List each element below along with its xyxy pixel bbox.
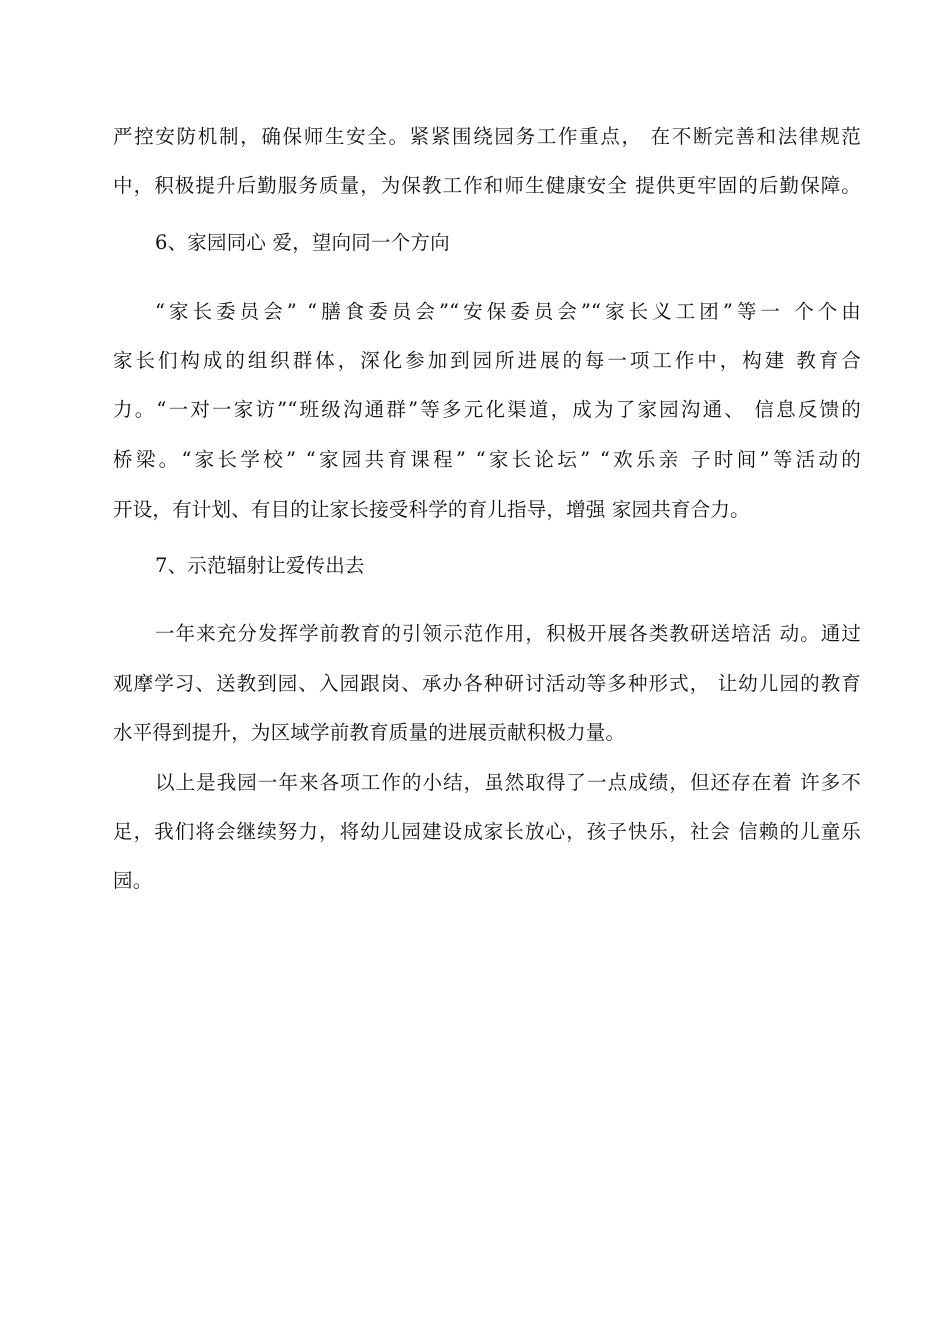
text-line: 开设，有计划、有目的让家长接受科学的育儿指导，增强 家园共育合力。: [113, 498, 750, 521]
section-heading-6: 6、家园同心 爱，望向同一个方向: [155, 231, 450, 254]
text-line: 桥梁。“家长学校” “家园共育课程” “家长论坛” “欢乐亲 子时间”等活动的: [113, 448, 861, 471]
text-line: 园。: [113, 869, 153, 892]
text-line: 足，我们将会继续努力，将幼儿园建设成家长放心，孩子快乐，社会 信赖的儿童乐: [113, 820, 861, 843]
text-line: 家长们构成的组织群体，深化参加到园所进展的每一项工作中，构建 教育合: [113, 349, 861, 372]
text-line: 一年来充分发挥学前教育的引领示范作用，积极开展各类教研送培活 动。通过: [155, 622, 861, 645]
text-line: 力。“一对一家访”“班级沟通群”等多元化渠道，成为了家园沟通、 信息反馈的: [113, 398, 861, 421]
text-line: 中，积极提升后勤服务质量，为保教工作和师生健康安全 提供更牢固的后勤保障。: [113, 174, 861, 197]
text-line: 严控安防机制，确保师生安全。紧紧围绕园务工作重点， 在不断完善和法律规范: [113, 125, 861, 148]
section-heading-7: 7、示范辐射让爱传出去: [155, 554, 365, 577]
text-line: 水平得到提升，为区域学前教育质量的进展贡献积极力量。: [113, 721, 626, 744]
text-line: 以上是我园一年来各项工作的小结，虽然取得了一点成绩，但还存在着 许多不: [155, 771, 861, 794]
text-line: “家长委员会” “膳食委员会”“安保委员会”“家长义工团”等一 个个由: [155, 300, 861, 323]
text-line: 观摩学习、送教到园、入园跟岗、承办各种研讨活动等多种形式， 让幼儿园的教育: [113, 672, 861, 695]
